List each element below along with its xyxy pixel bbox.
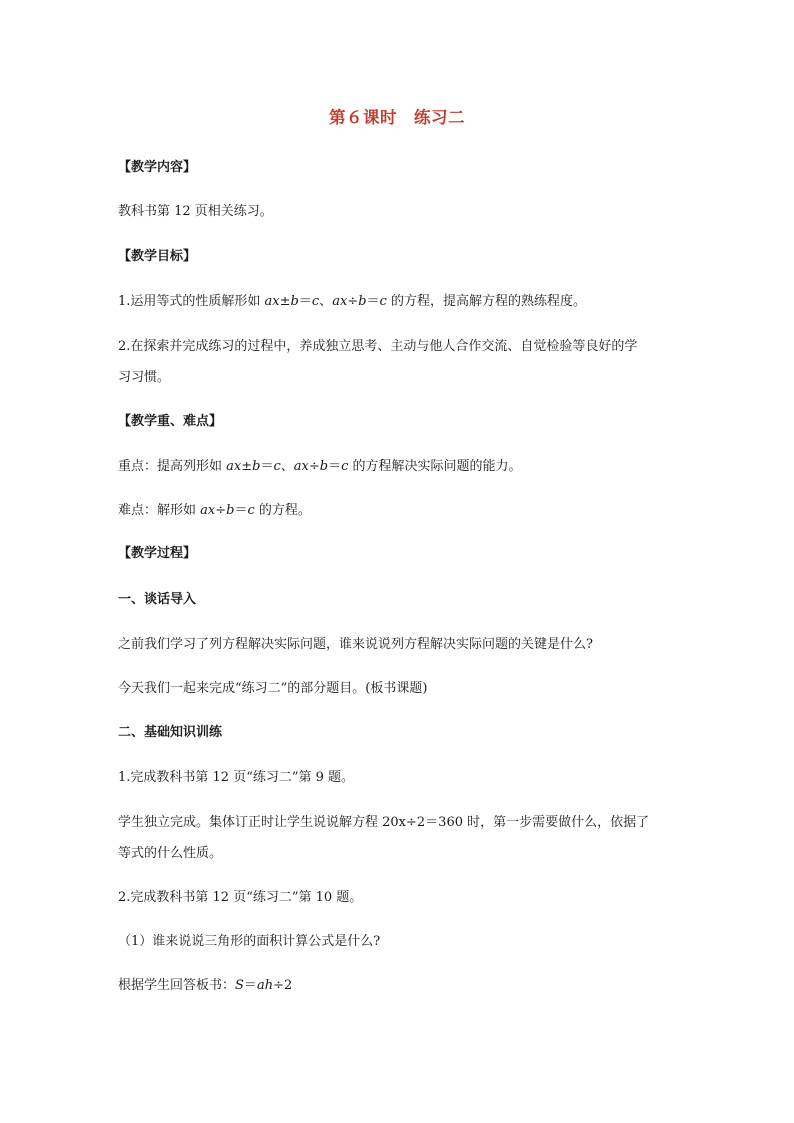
key-op-eq: ＝ <box>260 459 274 474</box>
part-2-item-2-question-1: （1）谁来说说三角形的面积计算公式是什么? <box>118 934 381 949</box>
page-title: 第６课时 练习二 <box>329 108 465 127</box>
part-1-paragraph-2: 今天我们一起来完成“练习二”的部分题目。(板书课题) <box>118 681 428 696</box>
goal-1-suffix: 的方程，提高解方程的熟练程度。 <box>386 294 586 309</box>
key-eq-ax: ax <box>226 459 242 474</box>
key-op-pm: ± <box>241 459 253 474</box>
key-op-eq-2: ＝ <box>328 459 342 474</box>
goal-1-eq-b: b <box>290 294 299 309</box>
part-1-paragraph-1: 之前我们学习了列方程解决实际问题，谁来说说列方程解决实际问题的关键是什么? <box>118 637 593 652</box>
goal-2-line-1: 2.在探索并完成练习的过程中，养成独立思考、主动与他人合作交流、自觉检验等良好的学 <box>118 339 638 354</box>
key-suffix: 的方程解决实际问题的能力。 <box>348 459 522 474</box>
goal-2-line-2: 习习惯。 <box>118 370 171 385</box>
key-eq-c: c <box>273 459 281 474</box>
goal-1-eq-b-2: b <box>358 294 367 309</box>
goal-1-op-eq: ＝ <box>298 294 312 309</box>
key-point <box>118 459 522 475</box>
goal-1-op-eq-2: ＝ <box>366 294 380 309</box>
teaching-content-heading: 【教学内容】 <box>118 160 197 175</box>
key-eq-b: b <box>252 459 261 474</box>
goal-1-eq-c-2: c <box>379 294 387 309</box>
key-sep: 、 <box>280 459 294 474</box>
goal-1-eq-ax-2: ax <box>332 294 348 309</box>
part-2-item-1-detail-line-2: 等式的什么性质。 <box>118 846 223 861</box>
diff-op-eq: ＝ <box>234 503 248 518</box>
teaching-content-text: 教科书第 12 页相关练习。 <box>118 204 273 219</box>
difficult-point <box>118 503 311 519</box>
diff-prefix: 难点：解形如 <box>118 503 201 518</box>
goal-1-prefix: 1.运用等式的性质解形如 <box>118 294 265 309</box>
diff-eq-c: c <box>247 503 255 518</box>
answer-ah: ah <box>256 978 274 993</box>
teaching-process-heading: 【教学过程】 <box>118 546 197 561</box>
part-2-item-2: 2.完成教科书第 12 页“练习二”第 10 题。 <box>118 890 363 905</box>
key-op-div: ÷ <box>308 459 320 474</box>
answer-eq: ＝ <box>243 978 257 993</box>
diff-op-div: ÷ <box>215 503 227 518</box>
part-2-item-1: 1.完成教科书第 12 页“练习二”第 9 题。 <box>118 770 355 785</box>
answer-S: S <box>235 978 244 993</box>
goal-1-op-div: ÷ <box>347 294 359 309</box>
part-2-item-2-answer <box>118 978 292 994</box>
key-eq-ax-2: ax <box>293 459 309 474</box>
diff-suffix: 的方程。 <box>254 503 311 518</box>
diff-eq-b: b <box>226 503 235 518</box>
part-2-item-1-detail-line-1: 学生独立完成。集体订正时让学生说说解方程 20x÷2＝360 时，第一步需要做什么，依据了 <box>118 815 650 830</box>
teaching-goals-heading: 【教学目标】 <box>118 249 197 264</box>
key-difficult-heading: 【教学重、难点】 <box>118 414 223 429</box>
goal-1-eq-c: c <box>311 294 320 309</box>
part-1-heading: 一、谈话导入 <box>118 592 197 607</box>
key-prefix: 重点：提高列形如 <box>118 459 227 474</box>
goal-1-eq-ax: ax <box>264 294 280 309</box>
diff-eq-ax: ax <box>200 503 216 518</box>
goal-1 <box>118 294 586 310</box>
key-eq-b-2: b <box>319 459 329 474</box>
key-eq-c-2: c <box>341 459 349 474</box>
goal-1-sep: 、 <box>319 294 333 309</box>
part-2-heading: 二、基础知识训练 <box>118 725 223 740</box>
answer-rest: ÷2 <box>273 978 293 993</box>
goal-1-op-pm: ± <box>279 294 291 309</box>
answer-prefix: 根据学生回答板书： <box>118 978 236 993</box>
